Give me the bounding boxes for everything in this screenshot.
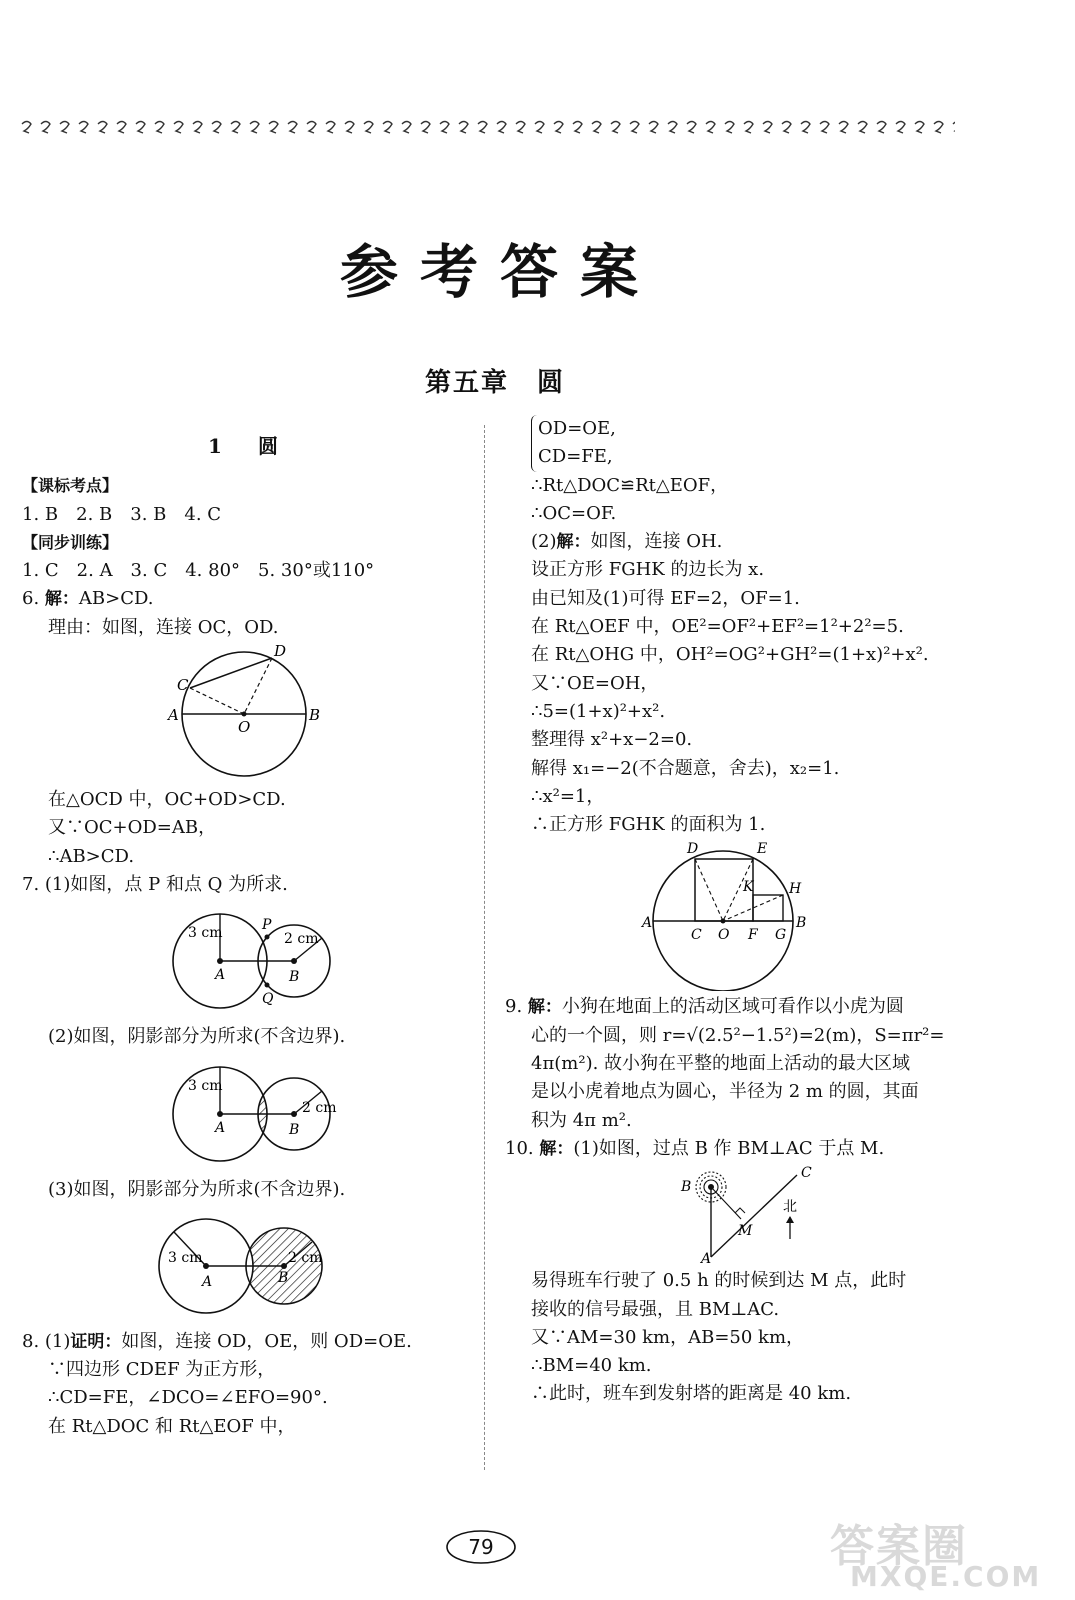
q8-head: [22, 1328, 472, 1356]
q9-line1: 小狗在地面上的活动区域可看作以小虎为圆: [561, 996, 904, 1018]
fig7b-radius-2: 2 cm: [302, 1099, 337, 1116]
q8-line1: ∵四边形 CDEF 为正方形，: [48, 1359, 276, 1381]
fig8-label-a: A: [642, 915, 653, 932]
r3-post: 如图，连接 OH.: [590, 531, 723, 553]
q7-part3: (3)如图，阴影部分为所求(不含边界).: [48, 1178, 346, 1200]
fig7b-label-a: A: [215, 1119, 226, 1136]
r-line12: ∴x²=1，: [531, 785, 605, 807]
fig6-label-d: D: [274, 644, 287, 661]
fig6-label-c: C: [177, 676, 189, 695]
right-column: [505, 415, 955, 1409]
fig7c-label-a: A: [202, 1273, 213, 1290]
page-number-badge: [445, 1528, 517, 1566]
section-title: 1 圆: [208, 434, 286, 458]
q8-zhengming: 证明：: [70, 1331, 122, 1352]
fig8-label-d: D: [687, 841, 699, 858]
fig7a-radius-3: 3 cm: [188, 925, 223, 942]
r-line9: ∴5=(1+x)²+x².: [531, 700, 666, 722]
fig8-label-o: O: [718, 927, 730, 944]
q8-num: 8. (1): [22, 1330, 71, 1352]
r-line10: 整理得 x²+x−2=0.: [531, 729, 693, 751]
q8-line3: 在 Rt△DOC 和 Rt△EOF 中，: [48, 1415, 296, 1437]
figure-q7-1: [22, 901, 472, 1021]
fig8-label-f: F: [748, 927, 758, 944]
r-line1: ∴Rt△DOC≌Rt△EOF，: [531, 474, 729, 496]
q9-line5: 积为 4π m².: [531, 1109, 632, 1131]
r3-jie: 解：: [556, 532, 591, 553]
fig7c-label-b: B: [278, 1269, 289, 1286]
r-line8: 又∵OE=OH，: [531, 672, 659, 694]
fig7c-radius-3: 3 cm: [168, 1249, 203, 1266]
q10-head-text: (1)如图，过点 B 作 BM⊥AC 于点 M.: [573, 1137, 885, 1159]
q8-head-text: 如图，连接 OD，OE，则 OD=OE.: [121, 1330, 412, 1352]
fig7b-radius-3: 3 cm: [188, 1077, 223, 1094]
q6-line1: 在△OCD 中，OC+OD>CD.: [48, 789, 286, 811]
q6-line2: 又∵OC+OD=AB，: [48, 817, 217, 839]
watermark-cn: 答案圈: [830, 1521, 968, 1572]
fig10-label-c: C: [801, 1165, 812, 1182]
watermark-en: MXQE.COM: [850, 1560, 1042, 1593]
q6-jie: 解：: [44, 589, 79, 610]
fig10-label-north: 北: [783, 1199, 797, 1216]
q7-part1: 7. (1)如图，点 P 和点 Q 为所求.: [22, 873, 288, 895]
q6-reason: 理由：如图，连接 OC，OD.: [48, 616, 279, 638]
fig7a-radius-2: 2 cm: [284, 931, 319, 948]
fig10-label-a: A: [701, 1251, 712, 1266]
fig6-label-b: B: [309, 706, 321, 725]
fig7c-radius-2: 2 cm: [288, 1249, 323, 1266]
figure-q7-2: [22, 1054, 472, 1174]
tb-tag: 【同步训练】: [22, 532, 119, 552]
q10-head: [505, 1135, 955, 1163]
fig10-label-b: B: [681, 1179, 692, 1196]
r-line5: 由已知及(1)可得 EF=2，OF=1.: [531, 587, 800, 609]
r-line11: 解得 x₁=−2(不合题意，舍去)，x₂=1.: [531, 757, 840, 779]
r-line4: 设正方形 FGHK 的边长为 x.: [531, 559, 765, 581]
figure-q6-circle: [22, 644, 472, 784]
fig8-label-h: H: [789, 881, 802, 898]
q6-line3: ∴AB>CD.: [48, 845, 135, 867]
q10-line4: ∴BM=40 km.: [531, 1355, 652, 1377]
fig10-label-m: M: [738, 1223, 753, 1240]
watermark-logo: [830, 1510, 1065, 1595]
r-line7: 在 Rt△OHG 中，OH²=OG²+GH²=(1+x)²+x².: [531, 644, 929, 666]
q10-line3: 又∵AM=30 km，AB=50 km，: [531, 1326, 805, 1348]
q8-line2: ∴CD=FE，∠DCO=∠EFO=90°.: [48, 1387, 328, 1409]
equation-system: [531, 415, 955, 472]
r-line2: ∴OC=OF.: [531, 502, 617, 524]
left-column: [22, 430, 472, 1441]
r3-pre: (2): [531, 531, 557, 553]
figure-q7-3: [22, 1206, 472, 1326]
kb-answers: 1. B 2. B 3. B 4. C: [22, 503, 222, 525]
q9-line3: 4π(m²). 故小狗在平整的地面上活动的最大区域: [531, 1053, 911, 1075]
q10-line5: ∴此时，班车到发射塔的距离是 40 km.: [531, 1383, 852, 1405]
fig7a-label-b: B: [289, 969, 300, 986]
tb-answers: 1. C 2. A 3. C 4. 80° 5. 30°或110°: [22, 560, 375, 582]
r-line13: ∴正方形 FGHK 的面积为 1.: [531, 814, 766, 836]
fig7a-label-p: P: [262, 917, 272, 934]
q10-line1: 易得班车行驶了 0.5 h 的时候到达 M 点，此时: [531, 1270, 907, 1292]
q10-jie: 解：: [539, 1138, 574, 1159]
r-line3: [505, 528, 955, 556]
r-line6: 在 Rt△OEF 中，OE²=OF²+EF²=1²+2²=5.: [531, 616, 904, 638]
sys-line1: OD=OE,: [538, 418, 616, 439]
column-divider: [484, 425, 485, 1470]
q9-line4: 是以小虎着地点为圆心，半径为 2 m 的圆，其面: [531, 1081, 919, 1103]
fig8-label-g: G: [775, 927, 787, 944]
q9-head: [505, 993, 955, 1021]
q10-line2: 接收的信号最强，且 BM⊥AC.: [531, 1298, 780, 1320]
chapter-title: 第五章 圆: [424, 368, 565, 398]
fig7a-label-q: Q: [262, 991, 274, 1008]
fig8-label-e: E: [757, 841, 768, 858]
sys-line2: CD=FE,: [538, 446, 613, 468]
q6-head: [22, 585, 472, 613]
fig7b-label-b: B: [289, 1121, 300, 1138]
fig7a-label-a: A: [215, 967, 226, 984]
fig6-label-o: O: [238, 718, 251, 737]
page-number: 79: [468, 1535, 494, 1559]
figure-q8-semicircle-squares: [505, 841, 955, 991]
q6-answer: AB>CD.: [78, 588, 154, 610]
kb-tag: 【课标考点】: [22, 476, 119, 496]
q7-part2: (2)如图，阴影部分为所求(不含边界).: [48, 1026, 346, 1048]
q9-jie: 解：: [527, 997, 562, 1018]
q9-num: 9.: [505, 996, 528, 1018]
fig6-label-a: A: [168, 706, 179, 725]
figure-q10-tower: [505, 1165, 955, 1265]
q6-num: 6.: [22, 588, 45, 610]
fig8-label-c: C: [691, 927, 702, 944]
fig8-label-k: K: [743, 879, 754, 896]
fig8-label-b: B: [796, 915, 807, 932]
decorative-wave-rule: [20, 118, 955, 138]
q9-line2: 心的一个圆，则 r=√(2.5²−1.5²)=2(m)，S=πr²=: [531, 1024, 945, 1046]
page-title: 参考答案: [339, 238, 660, 306]
q10-num: 10.: [505, 1137, 540, 1159]
